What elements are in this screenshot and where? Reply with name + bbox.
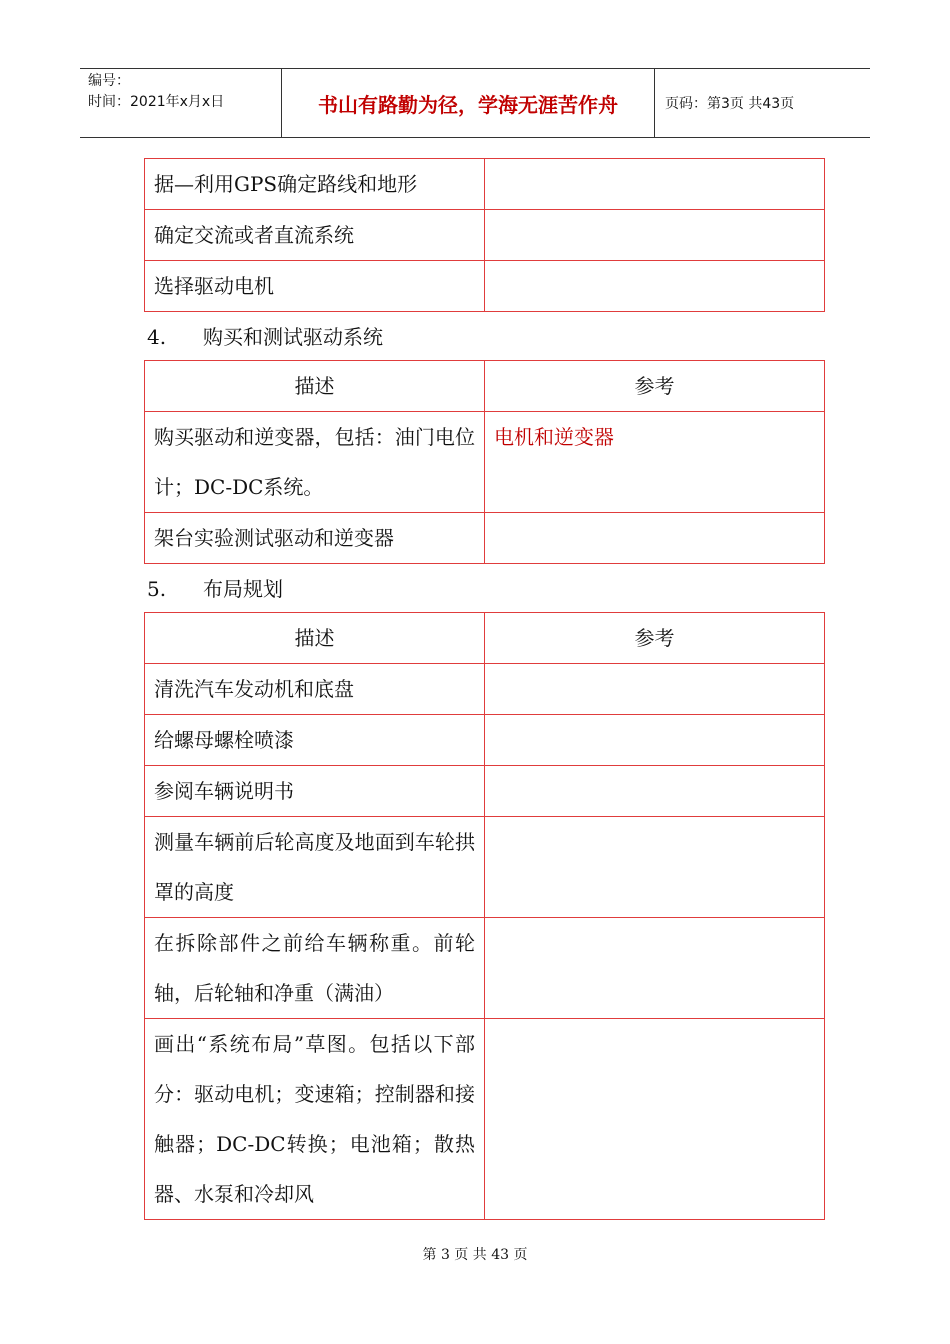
table-row xyxy=(145,210,825,261)
desc-cell: 测量车辆前后轮高度及地面到车轮拱罩的高度 xyxy=(145,817,485,918)
page-footer: 第 3 页 共 43 页 xyxy=(422,1247,528,1263)
number-label: 编号： xyxy=(88,73,130,89)
section-5-heading xyxy=(147,574,283,604)
desc-cell: 参阅车辆说明书 xyxy=(145,766,485,817)
table-row xyxy=(145,918,825,1019)
desc-cell: 架台实验测试驱动和逆变器 xyxy=(145,513,485,564)
table-header-row xyxy=(145,613,825,664)
desc-cell: 购买驱动和逆变器，包括：油门电位计；DC-DC系统。 xyxy=(145,412,485,513)
header-page-label: 页码：第3页 共43页 xyxy=(665,96,795,112)
table-row xyxy=(145,664,825,715)
table-drive-system xyxy=(144,360,825,564)
ref-cell xyxy=(485,1019,825,1220)
ref-cell xyxy=(485,766,825,817)
table-row xyxy=(145,1019,825,1220)
page-header xyxy=(80,68,870,138)
column-header-desc: 描述 xyxy=(145,613,485,664)
desc-cell: 给螺母螺栓喷漆 xyxy=(145,715,485,766)
desc-cell: 清洗汽车发动机和底盘 xyxy=(145,664,485,715)
ref-cell xyxy=(485,715,825,766)
ref-cell xyxy=(485,159,825,210)
ref-cell xyxy=(485,210,825,261)
section-number: 4. xyxy=(147,325,167,349)
column-header-ref: 参考 xyxy=(485,613,825,664)
table-route-system xyxy=(144,158,825,312)
section-title: 购买和测试驱动系统 xyxy=(203,325,383,349)
table-header-row xyxy=(145,361,825,412)
ref-cell xyxy=(485,664,825,715)
table-row xyxy=(145,766,825,817)
table-row xyxy=(145,261,825,312)
ref-cell xyxy=(485,918,825,1019)
header-motto: 书山有路勤为径，学海无涯苦作舟 xyxy=(282,69,655,137)
ref-cell xyxy=(485,513,825,564)
section-4-heading xyxy=(147,322,383,352)
section-title: 布局规划 xyxy=(203,577,283,601)
section-number: 5. xyxy=(147,577,167,601)
table-row xyxy=(145,159,825,210)
ref-cell xyxy=(485,817,825,918)
desc-cell: 选择驱动电机 xyxy=(145,261,485,312)
desc-cell: 画出“系统布局”草图。包括以下部分：驱动电机；变速箱；控制器和接触器；DC-DC转换；电池箱；散热器、水泵和冷却风 xyxy=(145,1019,485,1220)
column-header-desc: 描述 xyxy=(145,361,485,412)
time-label: 时间：2021年x月x日 xyxy=(88,94,225,110)
header-meta xyxy=(80,69,282,137)
ref-cell: 电机和逆变器 xyxy=(485,412,825,513)
table-row xyxy=(145,513,825,564)
table-layout-plan xyxy=(144,612,825,1220)
desc-cell: 在拆除部件之前给车辆称重。前轮轴，后轮轴和净重（满油） xyxy=(145,918,485,1019)
ref-cell xyxy=(485,261,825,312)
table-row xyxy=(145,715,825,766)
desc-cell: 据—利用GPS确定路线和地形 xyxy=(145,159,485,210)
table-row xyxy=(145,817,825,918)
table-row xyxy=(145,412,825,513)
desc-cell: 确定交流或者直流系统 xyxy=(145,210,485,261)
column-header-ref: 参考 xyxy=(485,361,825,412)
